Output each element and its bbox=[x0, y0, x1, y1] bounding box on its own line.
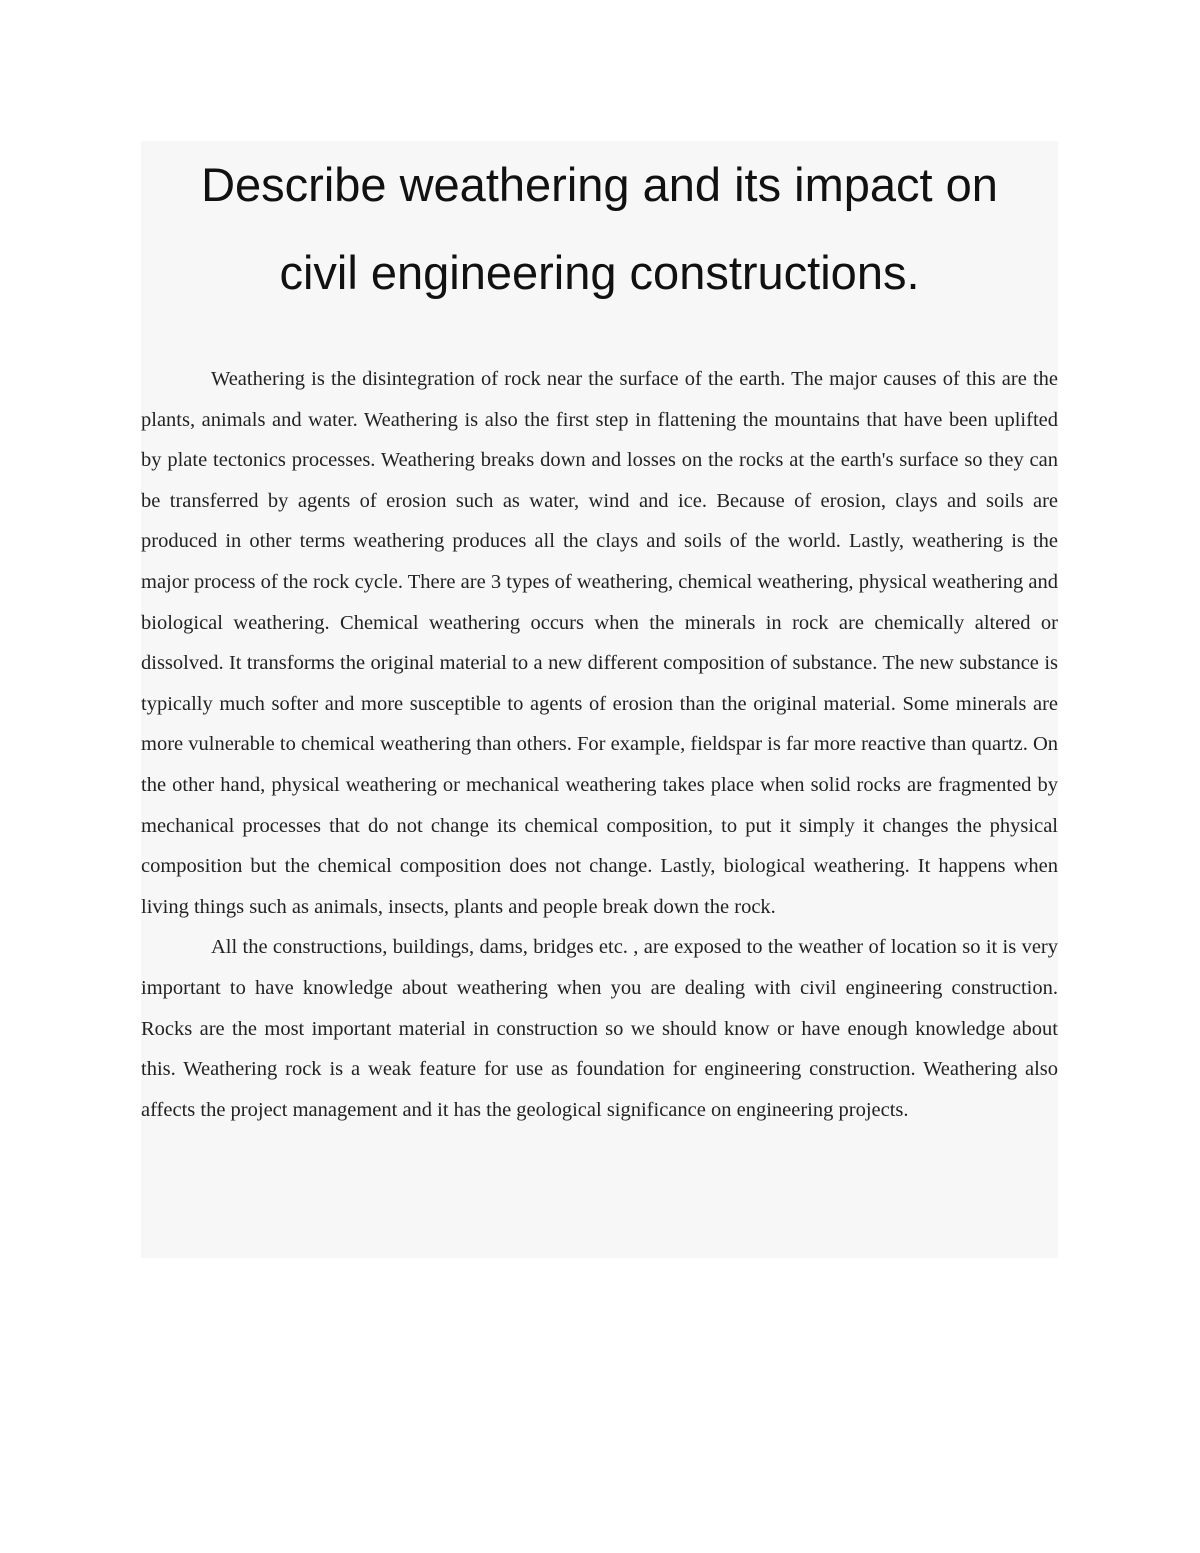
title-line-1: Describe weathering and its impact on bbox=[201, 158, 998, 211]
essay-body bbox=[141, 359, 1058, 1130]
paragraph-weathering-definition: Weathering is the disintegration of rock near the surface of the earth. The major causes of this are the plants, animals and water. Weathering is also the first step in flattening the mountains that have been uplifted by plate tectonics processes. Weathering breaks down and losses on the rocks at the earth's surface so they can be transferred by agents of erosion such as water, wind and ice. Because of erosion, clays and soils are produced in other terms weathering produces all the clays and soils of the world. Lastly, weathering is the major process of the rock cycle. There are 3 types of weathering, chemical weathering, physical weathering and biological weathering. Chemical weathering occurs when the minerals in rock are chemically altered or dissolved. It transforms the original material to a new different composition of substance. The new substance is typically much softer and more susceptible to agents of erosion than the original material. Some minerals are more vulnerable to chemical weathering than others. For example, fieldspar is far more reactive than quartz. On the other hand, physical weathering or mechanical weathering takes place when solid rocks are fragmented by mechanical processes that do not change its chemical composition, to put it simply it changes the physical composition but the chemical composition does not change. Lastly, biological weathering. It happens when living things such as animals, insects, plants and people break down the rock. bbox=[141, 368, 1059, 918]
paragraph-construction-impact: All the constructions, buildings, dams, bridges etc. , are exposed to the weather of location so it is very important to have knowledge about weathering when you are dealing with civil engineering construction. Rocks are the most important material in construction so we should know or have enough knowledge about this. Weathering rock is a weak feature for use as foundation for engineering construction. Weathering also affects the project management and it has the geological significance on engineering projects. bbox=[141, 936, 1058, 1121]
essay-title bbox=[141, 141, 1058, 317]
essay-content bbox=[141, 141, 1058, 1258]
title-line-2: civil engineering constructions. bbox=[279, 246, 920, 299]
